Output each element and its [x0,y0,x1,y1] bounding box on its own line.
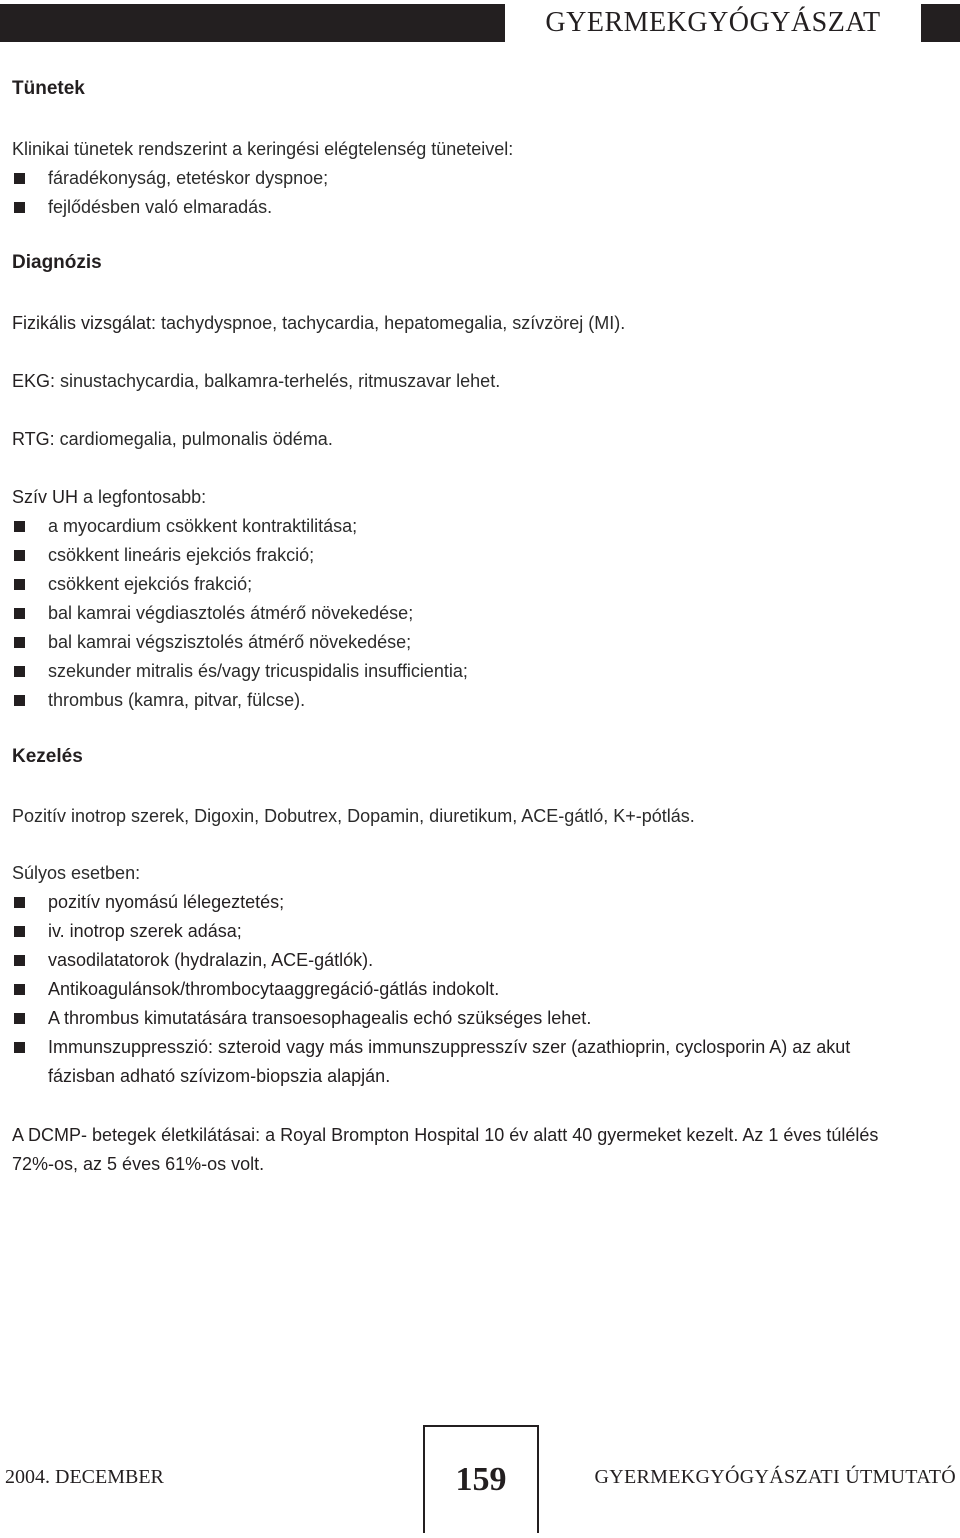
ekg-label: EKG: [12,371,56,391]
list-item: bal kamrai végszisztolés átmérő növekedése; [14,628,914,657]
outcome-paragraph: A DCMP- betegek életkilátásai: a Royal Brompton Hospital 10 év alatt 40 gyermeket kezelt. Az 1 éves túlélés 72%-os, az 5 éves 61%-os volt. [12,1125,879,1174]
page-number: 159 [455,1461,507,1498]
fizikalis-label: Fizikális vizsgálat: [12,313,157,333]
list-item: fáradékonyság, etetéskor dyspnoe; [14,164,914,193]
fizikalis-paragraph [12,309,625,338]
fizikalis-text: tachydyspnoe, tachycardia, hepatomegalia, szívzörej (MI). [156,313,626,333]
page-number-box [423,1425,539,1533]
sulyos-label: Súlyos esetben: [12,863,141,883]
list-item: fejlődésben való elmaradás. [14,193,914,222]
kezeles-list [14,888,914,1091]
list-item: iv. inotrop szerek adása; [14,917,914,946]
list-item: csökkent lineáris ejekciós frakció; [14,541,914,570]
section-heading-diagnozis: Diagnózis [12,252,102,273]
ekg-text: sinustachycardia, balkamra-terhelés, ritmuszavar lehet. [55,371,501,391]
kezeles-text: Pozitív inotrop szerek, Digoxin, Dobutrex, Dopamin, diuretikum, ACE-gátló, K+-pótlás. [12,806,695,826]
rtg-text: cardiomegalia, pulmonalis ödéma. [54,429,333,449]
header-title-box [505,4,921,42]
sziv-text: a legfontosabb: [78,487,207,507]
rtg-label: RTG: [12,429,55,449]
footer-date: 2004. DECEMBER [5,1466,164,1488]
ekg-paragraph [12,367,500,396]
list-item: vasodilatatorok (hydralazin, ACE-gátlók). [14,946,914,975]
tunetek-intro: Klinikai tünetek rendszerint a keringési elégtelenség tüneteivel: [12,139,514,159]
header-band [0,4,960,42]
list-item: A thrombus kimutatására transoesophagealis echó szükséges lehet. [14,1004,914,1033]
list-item: Antikoagulánsok/thrombocytaaggregáció-gátlás indokolt. [14,975,914,1004]
list-item: bal kamrai végdiasztolés átmérő növekedése; [14,599,914,628]
list-item: Immunszuppresszió: szteroid vagy más immunszuppresszív szer (azathioprin, cyclosporin A) az akut fázisban adható szívizom-biopszia alapján. [14,1033,914,1091]
list-item: thrombus (kamra, pitvar, fülcse). [14,686,914,715]
tunetek-list [14,164,914,222]
sziv-paragraph [12,483,206,512]
rtg-paragraph [12,425,333,454]
footer-journal-name: GYERMEKGYÓGYÁSZATI ÚTMUTATÓ [594,1466,956,1488]
section-heading-kezeles: Kezelés [12,746,83,767]
sziv-label: Szív UH [12,487,79,507]
list-item: szekunder mitralis és/vagy tricuspidalis insufficientia; [14,657,914,686]
list-item: csökkent ejekciós frakció; [14,570,914,599]
journal-title: GYERMEKGYÓGYÁSZAT [545,7,881,38]
section-heading-tunetek: Tünetek [12,78,85,99]
list-item: a myocardium csökkent kontraktilitása; [14,512,914,541]
sziv-list [14,512,914,715]
list-item: pozitív nyomású lélegeztetés; [14,888,914,917]
